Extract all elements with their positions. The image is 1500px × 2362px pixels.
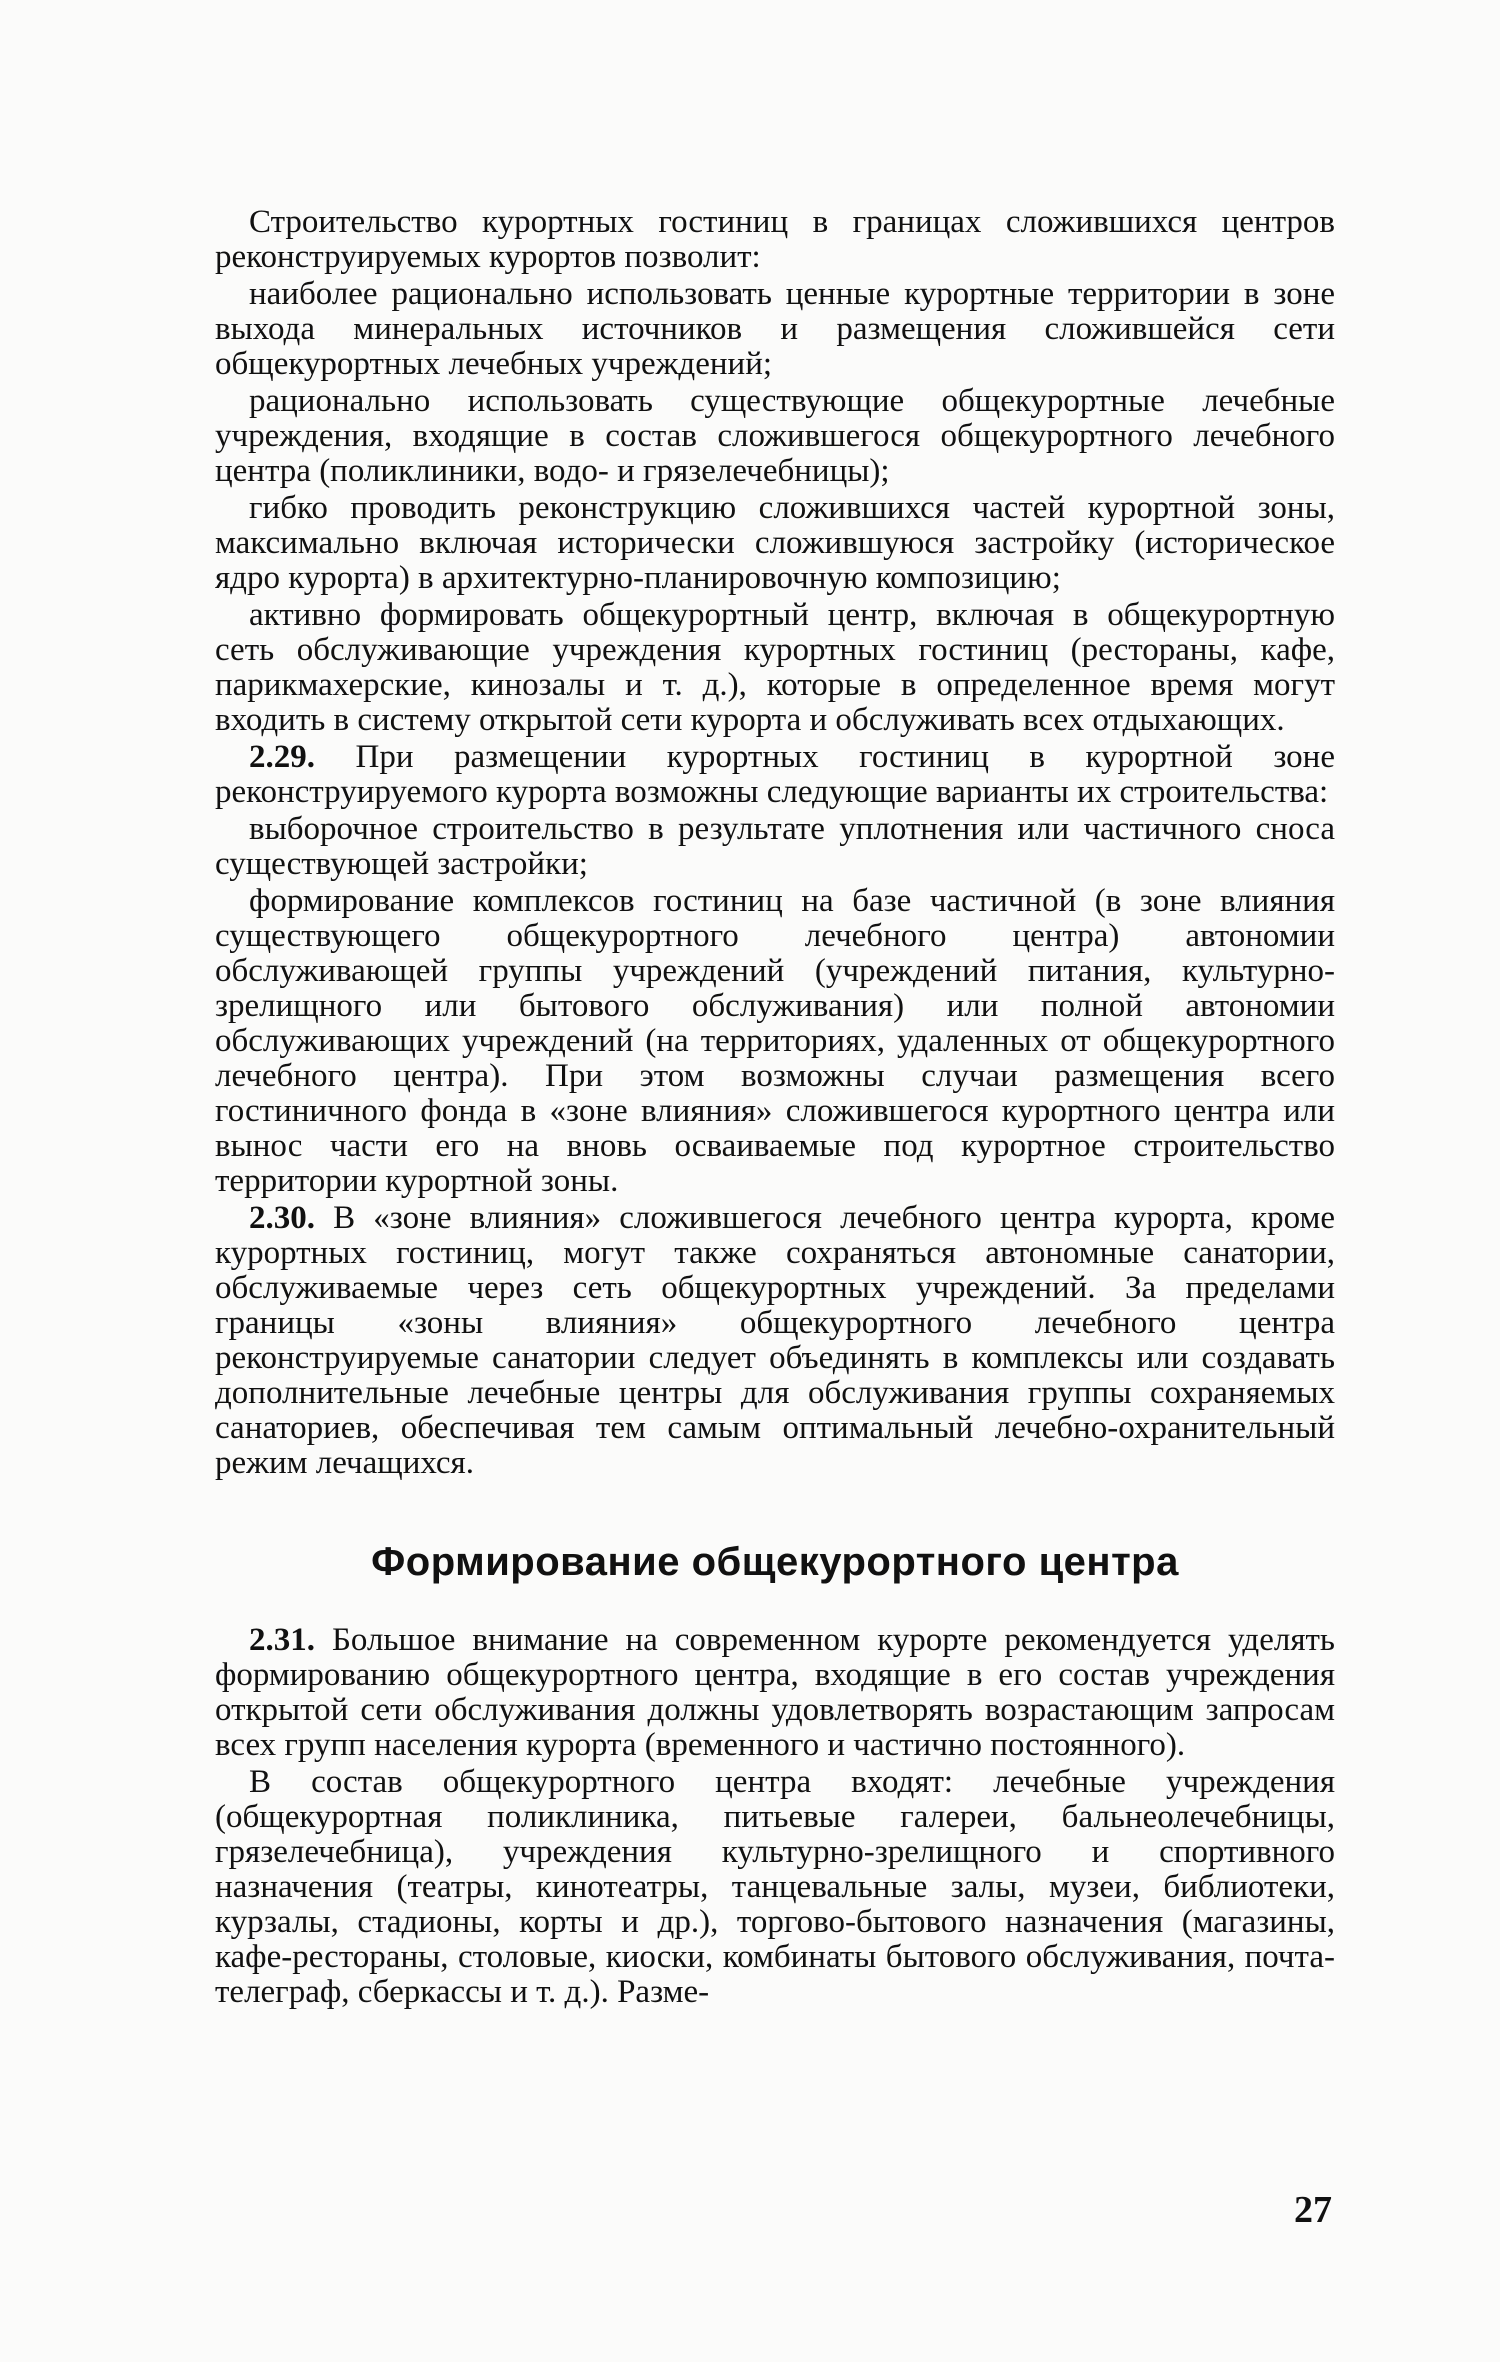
section-number: 2.29.	[249, 739, 315, 775]
paragraph: активно формировать общекурортный центр, включая в общекурортную сеть обслуживающие учреждения курортных гостиниц (рестораны, кафе, парикмахерские, кинозалы и т. д.), которые в определенное время могут входить в систему открытой сети курорта и обслуживать всех отдыхающих.	[215, 597, 1335, 738]
paragraph-2-29: 2.29. При размещении курортных гостиниц в курортной зоне реконструируемого курорта возможны следующие варианты их строительства:	[215, 739, 1335, 810]
paragraph: Строительство курортных гостиниц в границах сложившихся центров реконструируемых курортов позволит:	[215, 204, 1335, 275]
paragraph: выборочное строительство в результате уплотнения или частичного сноса существующей застройки;	[215, 811, 1335, 882]
paragraph: В состав общекурортного центра входят: лечебные учреждения (общекурортная поликлиника, питьевые галереи, бальнеолечебницы, грязелечебница), учреждения культурно-зрелищного и спортивного назначения (театры, кинотеатры, танцевальные залы, музеи, библиотеки, курзалы, стадионы, корты и др.), торгово-бытового назначения (магазины, кафе-рестораны, столовые, киоски, комбинаты бытового обслуживания, почта-телеграф, сберкассы и т. д.). Разме-	[215, 1764, 1335, 2010]
paragraph: гибко проводить реконструкцию сложившихся частей курортной зоны, максимально включая исторически сложившуюся застройку (историческое ядро курорта) в архитектурно-планировочную композицию;	[215, 490, 1335, 596]
paragraph: рационально использовать существующие общекурортные лечебные учреждения, входящие в состав сложившегося общекурортного лечебного центра (поликлиники, водо- и грязелечебницы);	[215, 383, 1335, 489]
section-heading: Формирование общекурортного центра	[371, 1540, 1179, 1584]
paragraph: наиболее рационально использовать ценные курортные территории в зоне выхода минеральных источников и размещения сложившейся сети общекурортных лечебных учреждений;	[215, 276, 1335, 382]
body-text	[215, 205, 1335, 2012]
page-number: 27	[1294, 2189, 1332, 2231]
paragraph-2-31: 2.31. Большое внимание на современном курорте рекомендуется уделять формированию общекурортного центра, входящие в его состав учреждения открытой сети обслуживания должны удовлетворять возрастающим запросам всех групп населения курорта (временного и частично постоянного).	[215, 1622, 1335, 1763]
paragraph: формирование комплексов гостиниц на базе частичной (в зоне влияния существующего общекурортного лечебного центра) автономии обслуживающей группы учреждений (учреждений питания, культурно-зрелищного или бытового обслуживания) или полной автономии обслуживающих учреждений (на территориях, удаленных от общекурортного лечебного центра). При этом возможны случаи размещения всего гостиничного фонда в «зоне влияния» сложившегося курортного центра или вынос части его на вновь осваиваемые под курортное строительство территории курортной зоны.	[215, 883, 1335, 1199]
paragraph-2-30: 2.30. В «зоне влияния» сложившегося лечебного центра курорта, кроме курортных гостиниц, могут также сохраняться автономные санатории, обслуживаемые через сеть общекурортных учреждений. За пределами границы «зоны влияния» общекурортного лечебного центра реконструируемые санатории следует объединять в комплексы или создавать дополнительные лечебные центры для обслуживания группы сохраняемых санаториев, обеспечивая тем самым оптимальный лечебно-охранительный режим лечащихся.	[215, 1200, 1335, 1481]
section-number: 2.30.	[249, 1200, 315, 1236]
section-number: 2.31.	[249, 1622, 315, 1658]
